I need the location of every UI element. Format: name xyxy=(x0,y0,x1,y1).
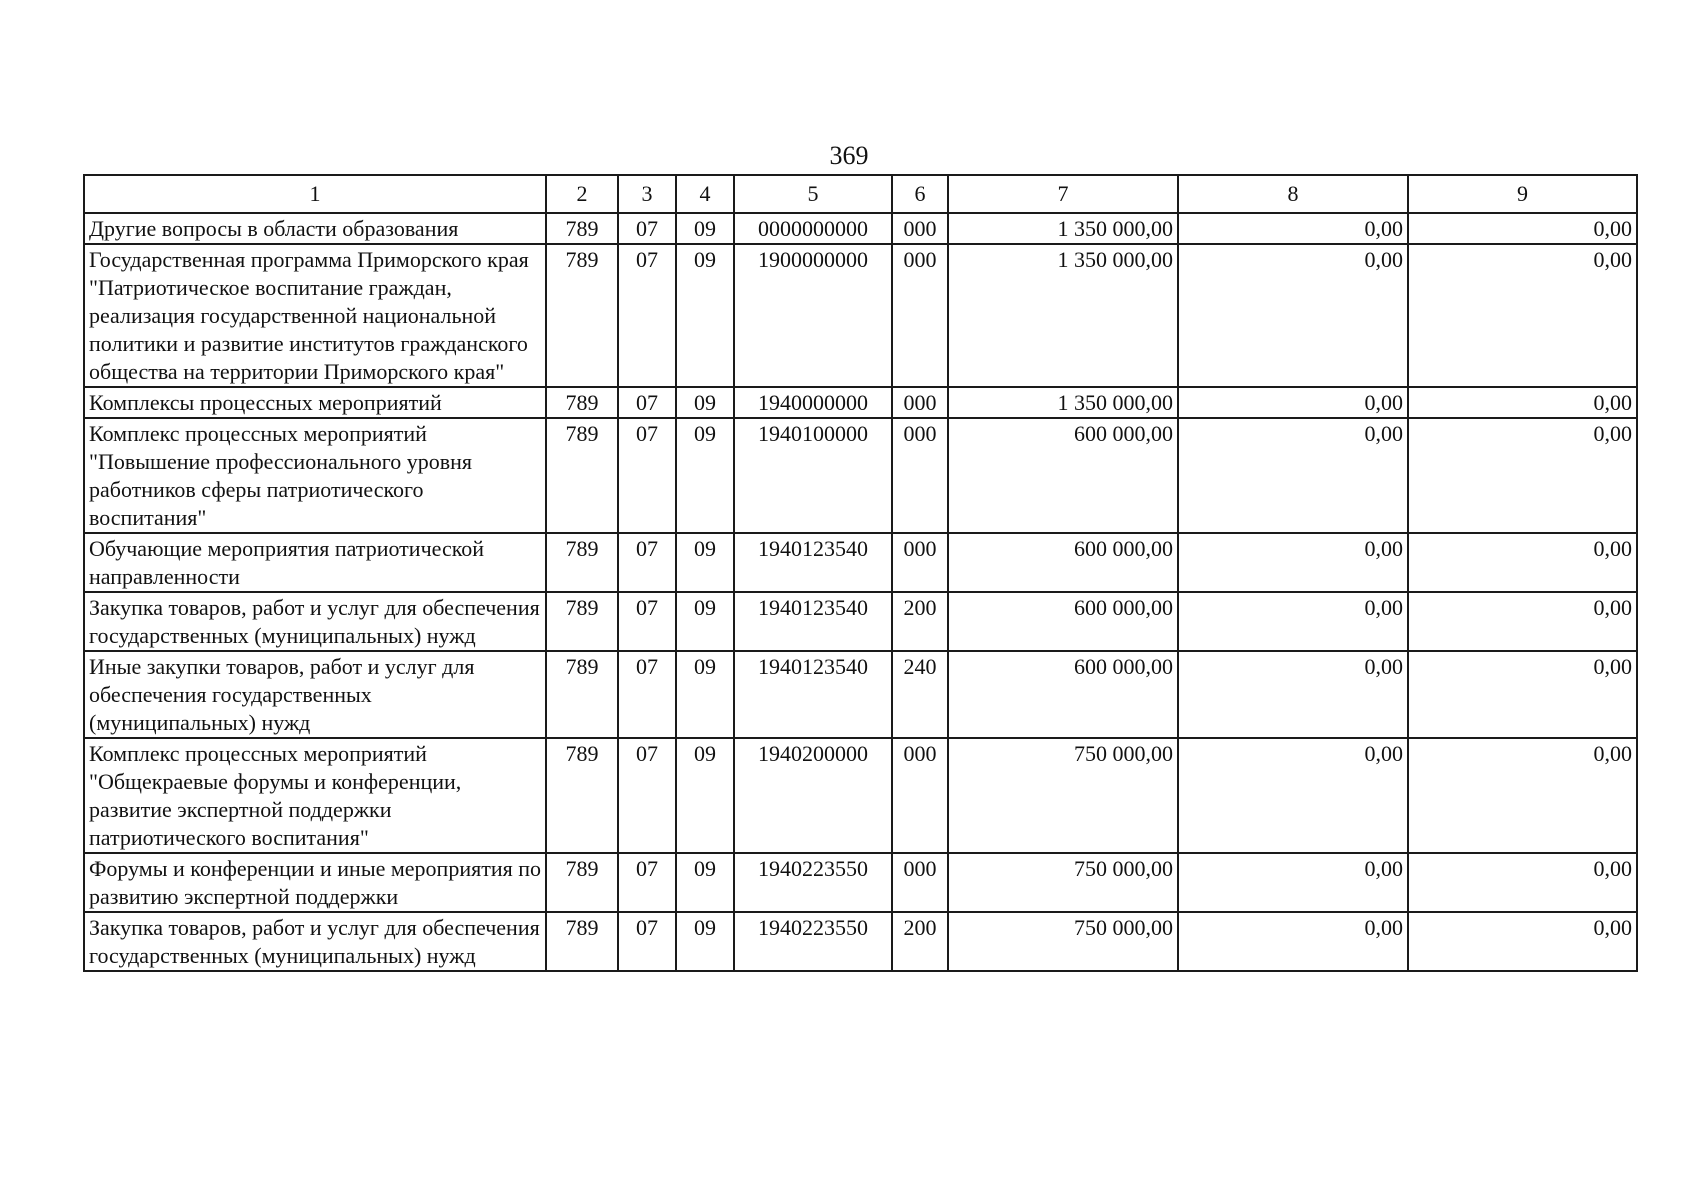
code-cell: 07 xyxy=(618,533,676,592)
column-header: 8 xyxy=(1178,175,1408,213)
code-cell: 789 xyxy=(546,387,618,418)
code-cell: 1940123540 xyxy=(734,533,892,592)
amount-cell: 600 000,00 xyxy=(948,651,1178,738)
code-cell: 07 xyxy=(618,213,676,244)
amount-cell: 0,00 xyxy=(1178,738,1408,853)
code-cell: 07 xyxy=(618,387,676,418)
amount-cell: 600 000,00 xyxy=(948,418,1178,533)
code-cell: 789 xyxy=(546,651,618,738)
code-cell: 789 xyxy=(546,533,618,592)
code-cell: 1940200000 xyxy=(734,738,892,853)
amount-cell: 0,00 xyxy=(1408,853,1637,912)
amount-cell: 0,00 xyxy=(1408,213,1637,244)
amount-cell: 0,00 xyxy=(1178,244,1408,387)
amount-cell: 0,00 xyxy=(1178,651,1408,738)
code-cell: 789 xyxy=(546,213,618,244)
budget-table xyxy=(83,174,1638,972)
amount-cell: 0,00 xyxy=(1408,533,1637,592)
code-cell: 1940100000 xyxy=(734,418,892,533)
code-cell: 789 xyxy=(546,244,618,387)
row-name: Комплексы процессных мероприятий xyxy=(84,387,546,418)
amount-cell: 600 000,00 xyxy=(948,592,1178,651)
table-row xyxy=(84,244,1637,387)
code-cell: 09 xyxy=(676,912,734,971)
column-header: 7 xyxy=(948,175,1178,213)
amount-cell: 0,00 xyxy=(1178,387,1408,418)
code-cell: 09 xyxy=(676,738,734,853)
amount-cell: 0,00 xyxy=(1178,213,1408,244)
code-cell: 09 xyxy=(676,592,734,651)
code-cell: 0000000000 xyxy=(734,213,892,244)
code-cell: 09 xyxy=(676,533,734,592)
amount-cell: 600 000,00 xyxy=(948,533,1178,592)
code-cell: 1940123540 xyxy=(734,651,892,738)
amount-cell: 0,00 xyxy=(1178,853,1408,912)
code-cell: 789 xyxy=(546,418,618,533)
amount-cell: 0,00 xyxy=(1408,651,1637,738)
code-cell: 789 xyxy=(546,853,618,912)
column-header: 2 xyxy=(546,175,618,213)
amount-cell: 0,00 xyxy=(1178,912,1408,971)
amount-cell: 0,00 xyxy=(1408,912,1637,971)
code-cell: 000 xyxy=(892,213,948,244)
page-number: 369 xyxy=(829,141,869,170)
code-cell: 789 xyxy=(546,592,618,651)
code-cell: 09 xyxy=(676,418,734,533)
code-cell: 07 xyxy=(618,912,676,971)
code-cell: 07 xyxy=(618,592,676,651)
table-row xyxy=(84,853,1637,912)
code-cell: 1940000000 xyxy=(734,387,892,418)
code-cell: 09 xyxy=(676,853,734,912)
code-cell: 200 xyxy=(892,592,948,651)
table-row xyxy=(84,592,1637,651)
column-header: 5 xyxy=(734,175,892,213)
table-row xyxy=(84,912,1637,971)
code-cell: 000 xyxy=(892,244,948,387)
amount-cell: 0,00 xyxy=(1408,387,1637,418)
amount-cell: 1 350 000,00 xyxy=(948,387,1178,418)
table-row xyxy=(84,387,1637,418)
table-row xyxy=(84,738,1637,853)
amount-cell: 1 350 000,00 xyxy=(948,244,1178,387)
amount-cell: 0,00 xyxy=(1178,418,1408,533)
code-cell: 07 xyxy=(618,244,676,387)
code-cell: 000 xyxy=(892,418,948,533)
amount-cell: 0,00 xyxy=(1408,592,1637,651)
table-row xyxy=(84,213,1637,244)
column-header: 9 xyxy=(1408,175,1637,213)
amount-cell: 750 000,00 xyxy=(948,853,1178,912)
row-name: Другие вопросы в области образования xyxy=(84,213,546,244)
code-cell: 000 xyxy=(892,387,948,418)
amount-cell: 750 000,00 xyxy=(948,738,1178,853)
amount-cell: 0,00 xyxy=(1408,418,1637,533)
code-cell: 09 xyxy=(676,244,734,387)
amount-cell: 750 000,00 xyxy=(948,912,1178,971)
code-cell: 200 xyxy=(892,912,948,971)
code-cell: 000 xyxy=(892,533,948,592)
column-header: 6 xyxy=(892,175,948,213)
code-cell: 1940223550 xyxy=(734,912,892,971)
code-cell: 000 xyxy=(892,853,948,912)
code-cell: 07 xyxy=(618,853,676,912)
code-cell: 07 xyxy=(618,651,676,738)
table-row xyxy=(84,418,1637,533)
row-name: Закупка товаров, работ и услуг для обеспечения государственных (муниципальных) нужд xyxy=(84,912,546,971)
amount-cell: 0,00 xyxy=(1408,738,1637,853)
column-header: 4 xyxy=(676,175,734,213)
code-cell: 09 xyxy=(676,213,734,244)
row-name: Иные закупки товаров, работ и услуг для обеспечения государственных (муниципальных) нужд xyxy=(84,651,546,738)
code-cell: 789 xyxy=(546,738,618,853)
code-cell: 09 xyxy=(676,387,734,418)
row-name: Комплекс процессных мероприятий "Общекраевые форумы и конференции, развитие экспертной поддержки патриотического воспитания" xyxy=(84,738,546,853)
amount-cell: 1 350 000,00 xyxy=(948,213,1178,244)
row-name: Обучающие мероприятия патриотической направленности xyxy=(84,533,546,592)
header-row xyxy=(84,175,1637,213)
row-name: Государственная программа Приморского края "Патриотическое воспитание граждан, реализация государственной национальной политики и развитие институтов гражданского общества на территории Приморского края" xyxy=(84,244,546,387)
code-cell: 07 xyxy=(618,738,676,853)
code-cell: 240 xyxy=(892,651,948,738)
code-cell: 789 xyxy=(546,912,618,971)
row-name: Форумы и конференции и иные мероприятия по развитию экспертной поддержки xyxy=(84,853,546,912)
code-cell: 07 xyxy=(618,418,676,533)
row-name: Закупка товаров, работ и услуг для обеспечения государственных (муниципальных) нужд xyxy=(84,592,546,651)
code-cell: 1940123540 xyxy=(734,592,892,651)
table-row xyxy=(84,533,1637,592)
amount-cell: 0,00 xyxy=(1408,244,1637,387)
amount-cell: 0,00 xyxy=(1178,592,1408,651)
column-header: 3 xyxy=(618,175,676,213)
column-header: 1 xyxy=(84,175,546,213)
code-cell: 1900000000 xyxy=(734,244,892,387)
amount-cell: 0,00 xyxy=(1178,533,1408,592)
code-cell: 1940223550 xyxy=(734,853,892,912)
code-cell: 000 xyxy=(892,738,948,853)
table-row xyxy=(84,651,1637,738)
code-cell: 09 xyxy=(676,651,734,738)
row-name: Комплекс процессных мероприятий "Повышение профессионального уровня работников сферы патриотического воспитания" xyxy=(84,418,546,533)
